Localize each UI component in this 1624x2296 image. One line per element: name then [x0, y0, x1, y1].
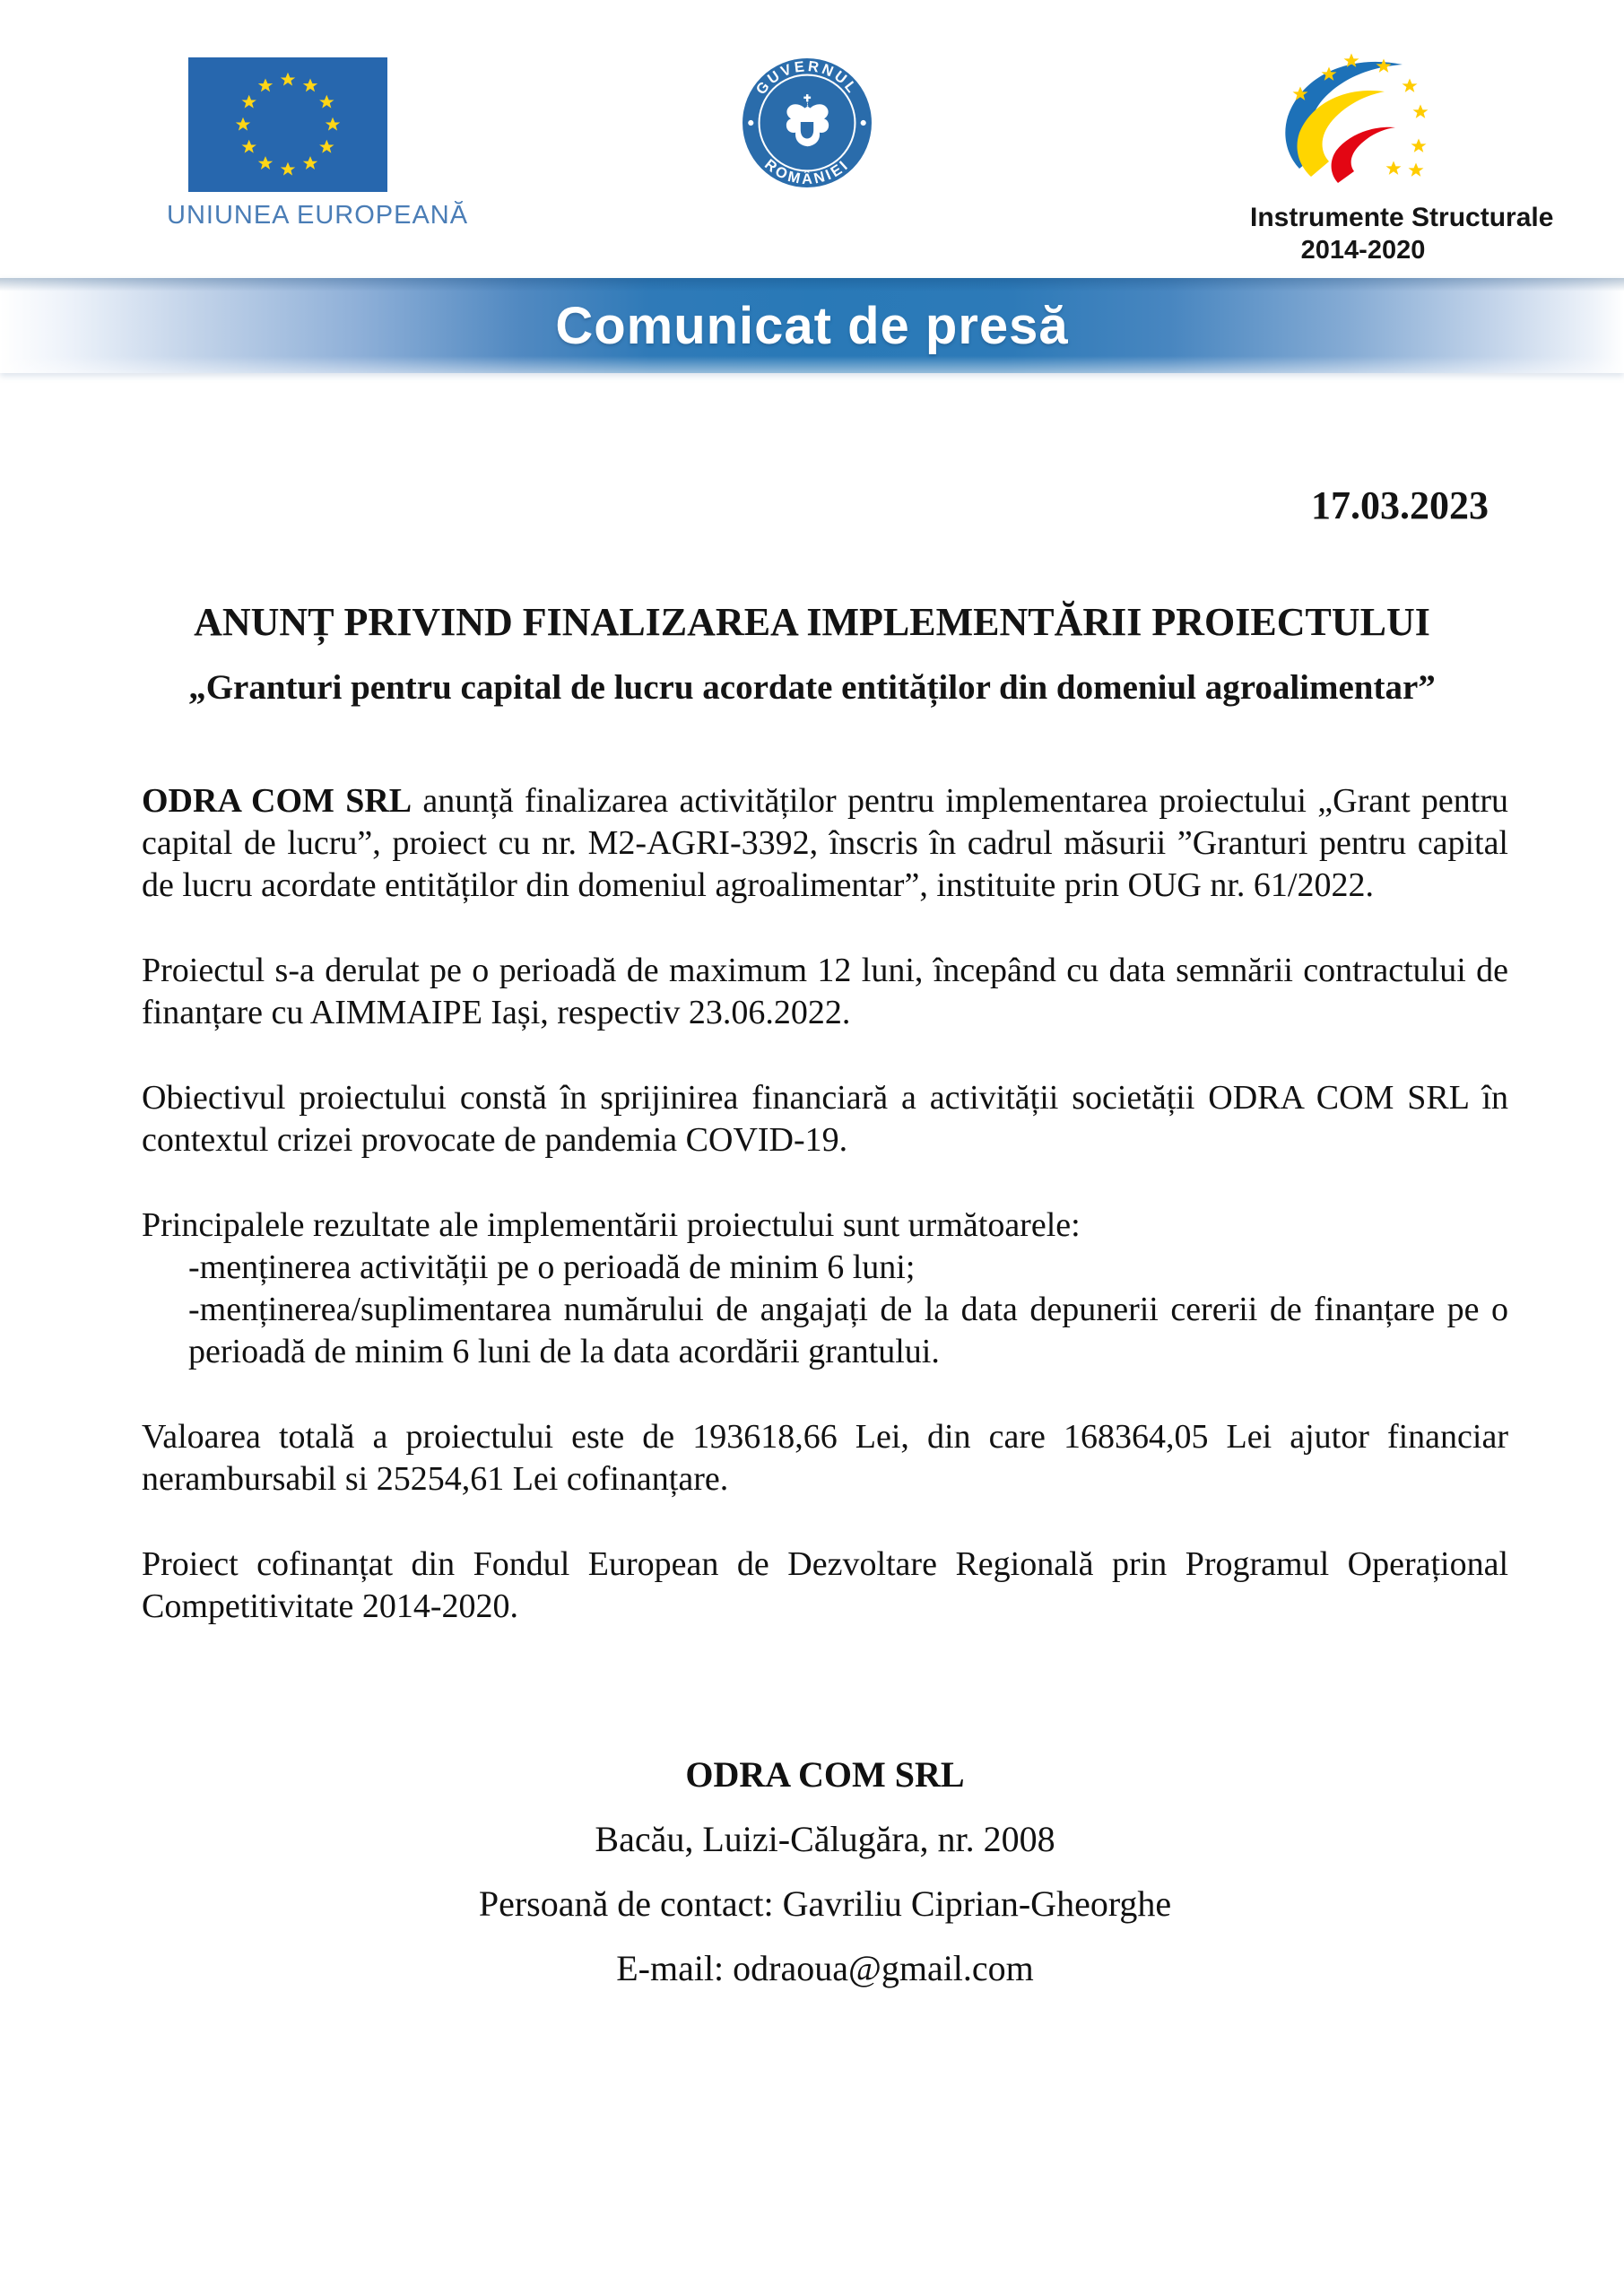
company-name-lead: ODRA COM SRL	[142, 782, 413, 820]
document-body	[142, 780, 1508, 1628]
banner-title: Comunicat de presă	[555, 296, 1069, 355]
paragraph-duration: Proiectul s-a derulat pe o perioadă de maximum 12 luni, începând cu data semnării contractului de finanțare cu AIMMAIPE Iași, respectiv 23.06.2022.	[142, 952, 1508, 1031]
paragraph-announcement-text: anunță finalizarea activităților pentru implementarea proiectului „Grant pentru capital de lucru”, proiect cu nr. M2-AGRI-3392, înscris în cadrul măsurii ”Granturi pentru capital de lucru acordate entităților din domeniul agroalimentar”, instituite prin OUG nr. 61/2022.	[142, 782, 1508, 904]
paragraph-announcement	[142, 780, 1508, 907]
structural-instruments-caption: Instrumente Structurale	[1250, 203, 1554, 232]
paragraph-cofinancing: Proiect cofinanțat din Fondul European de Dezvoltare Regională prin Programul Operațional Competitivitate 2014-2020.	[142, 1545, 1508, 1625]
contact-block	[142, 1754, 1508, 2013]
document-title: ANUNȚ PRIVIND FINALIZAREA IMPLEMENTĂRII PROIECTULUI	[194, 600, 1430, 644]
structural-instruments-years: 2014-2020	[1300, 236, 1426, 265]
structural-instruments-logo-block	[1250, 45, 1554, 266]
document-date: 17.03.2023	[1311, 483, 1489, 527]
eu-logo-block	[167, 57, 469, 230]
footer-address: Bacău, Luizi-Călugăra, nr. 2008	[595, 1819, 1055, 1859]
header-logos	[0, 0, 1624, 269]
gov-seal-text-top: GUVERNUL	[752, 58, 862, 99]
press-release-banner	[0, 278, 1624, 373]
footer-email: E-mail: odraoua@gmail.com	[616, 1948, 1034, 1988]
document-subtitle: „Granturi pentru capital de lucru acordate entităților din domeniul agroalimentar”	[188, 668, 1436, 707]
results-intro: Principalele rezultate ale implementării proiectului sunt următoarele:	[142, 1206, 1081, 1244]
gov-seal-text-bottom: ROMÂNIEI	[761, 156, 853, 188]
structural-instruments-icon	[1250, 45, 1476, 196]
paragraph-value: Valoarea totală a proiectului este de 193618,66 Lei, din care 168364,05 Lei ajutor financiar nerambursabil si 25254,61 Lei cofinanțare.	[142, 1418, 1508, 1498]
eu-flag-icon	[188, 57, 387, 192]
paragraph-objective: Obiectivul proiectului constă în sprijinirea financiară a activității societății ODRA COM SRL în contextul crizei provocate de pandemia COVID-19.	[142, 1079, 1508, 1159]
gov-seal-icon	[742, 57, 873, 188]
eu-logo-caption: UNIUNEA EUROPEANĂ	[167, 201, 469, 230]
footer-company: ODRA COM SRL	[685, 1754, 965, 1795]
result-item-2: -menținerea/suplimentarea numărului de angajați de la data depunerii cererii de finanțare pe o perioadă de minim 6 luni de la data acordării grantului.	[188, 1291, 1508, 1370]
footer-contact-person: Persoană de contact: Gavriliu Ciprian-Gheorghe	[478, 1883, 1172, 1924]
result-item-1: -menținerea activității pe o perioadă de minim 6 luni;	[188, 1248, 916, 1286]
gov-logo-block	[742, 57, 876, 193]
